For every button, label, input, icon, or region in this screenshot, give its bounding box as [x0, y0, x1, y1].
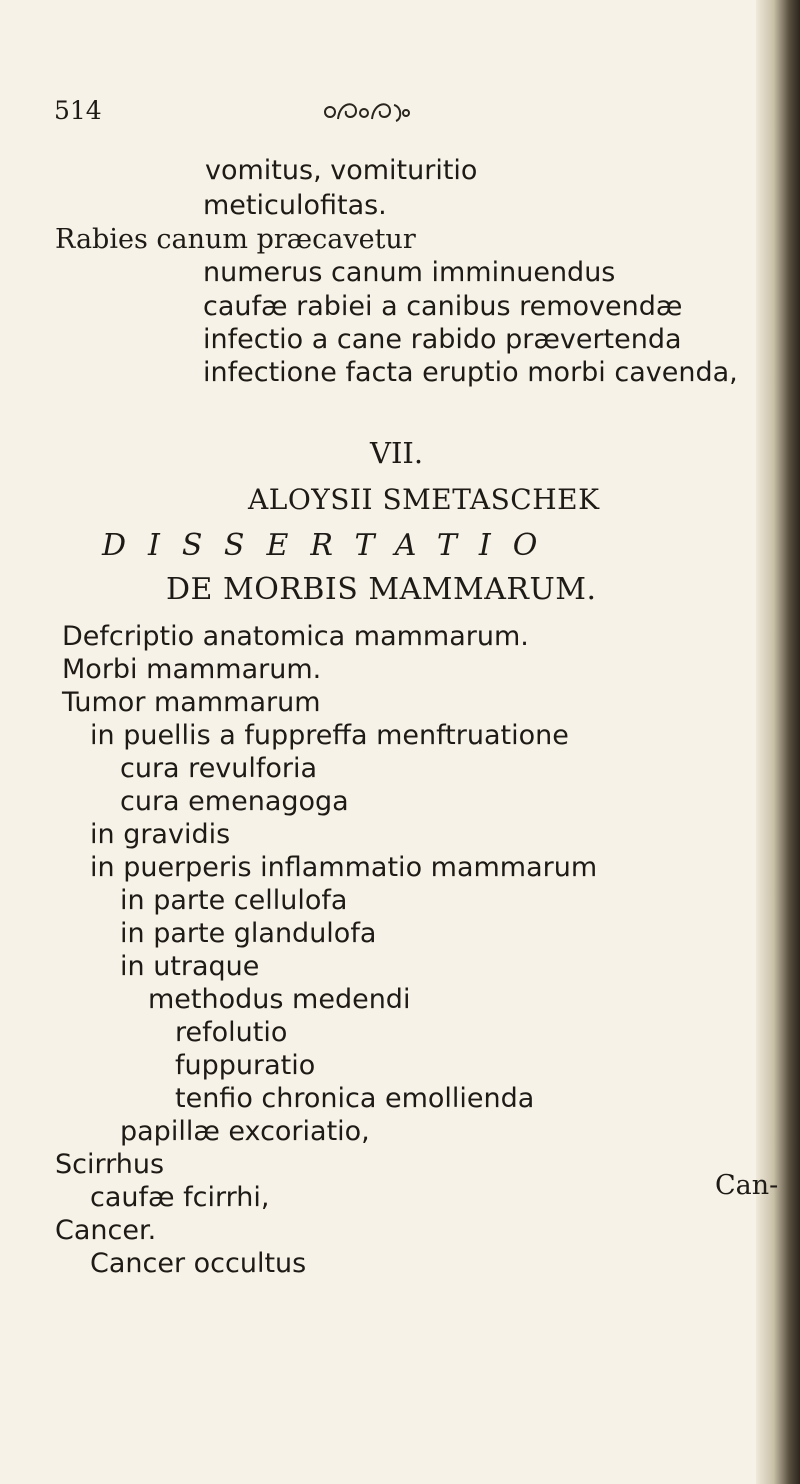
contents-entry-line: in parte cellulofa — [120, 885, 348, 916]
contents-entry-line: cura revulforia — [120, 753, 318, 784]
dissertation-heading: DISSERTATIO — [102, 528, 560, 563]
contents-entry-line: Morbi mammarum. — [62, 654, 322, 685]
contents-entry-line: Cancer occultus — [90, 1248, 307, 1279]
contents-entry-line: in puerperis inflammatio mammarum — [90, 852, 598, 883]
toc-line: numerus canum imminuendus — [203, 257, 616, 288]
contents-entry-line: Tumor mammarum — [62, 687, 321, 718]
section-number: VII. — [370, 436, 424, 470]
printer-ornament-icon — [322, 93, 412, 127]
contents-entry-line: papillæ excoriatio, — [120, 1116, 370, 1147]
toc-line: meticulofitas. — [203, 190, 387, 221]
contents-entry-line: tenfio chronica emollienda — [175, 1083, 535, 1114]
toc-line: vomitus, vomituritio — [205, 155, 478, 186]
toc-line: infectione facta eruptio morbi cavenda, — [203, 357, 738, 388]
contents-entry-line: fuppuratio — [175, 1050, 316, 1081]
contents-entry-line: Defcriptio anatomica mammarum. — [62, 621, 529, 652]
contents-entry-line: Scirrhus — [55, 1149, 165, 1180]
contents-entry-line: in utraque — [120, 951, 260, 982]
contents-entry-line: caufæ fcirrhi, — [90, 1182, 270, 1213]
toc-line: infectio a cane rabido prævertenda — [203, 324, 682, 355]
catchword: Can- — [715, 1170, 779, 1201]
contents-entry-line: cura emenagoga — [120, 786, 349, 817]
contents-entry-line: refolutio — [175, 1017, 288, 1048]
page-number: 514 — [54, 96, 102, 125]
toc-line: caufæ rabiei a canibus removendæ — [203, 291, 683, 322]
toc-line: Rabies canum præcavetur — [55, 224, 416, 255]
contents-entry-line: in gravidis — [90, 819, 231, 850]
author-name: ALOYSII SMETASCHEK — [248, 483, 600, 516]
contents-entry-line: Cancer. — [55, 1215, 157, 1246]
contents-entry-line: methodus medendi — [148, 984, 411, 1015]
contents-entry-line: in parte glandulofa — [120, 918, 377, 949]
contents-entry-line: in puellis a fuppreffa menftruatione — [90, 720, 569, 751]
page-edge-shadow — [756, 0, 800, 1484]
dissertation-subtitle: DE MORBIS MAMMARUM. — [166, 572, 597, 607]
